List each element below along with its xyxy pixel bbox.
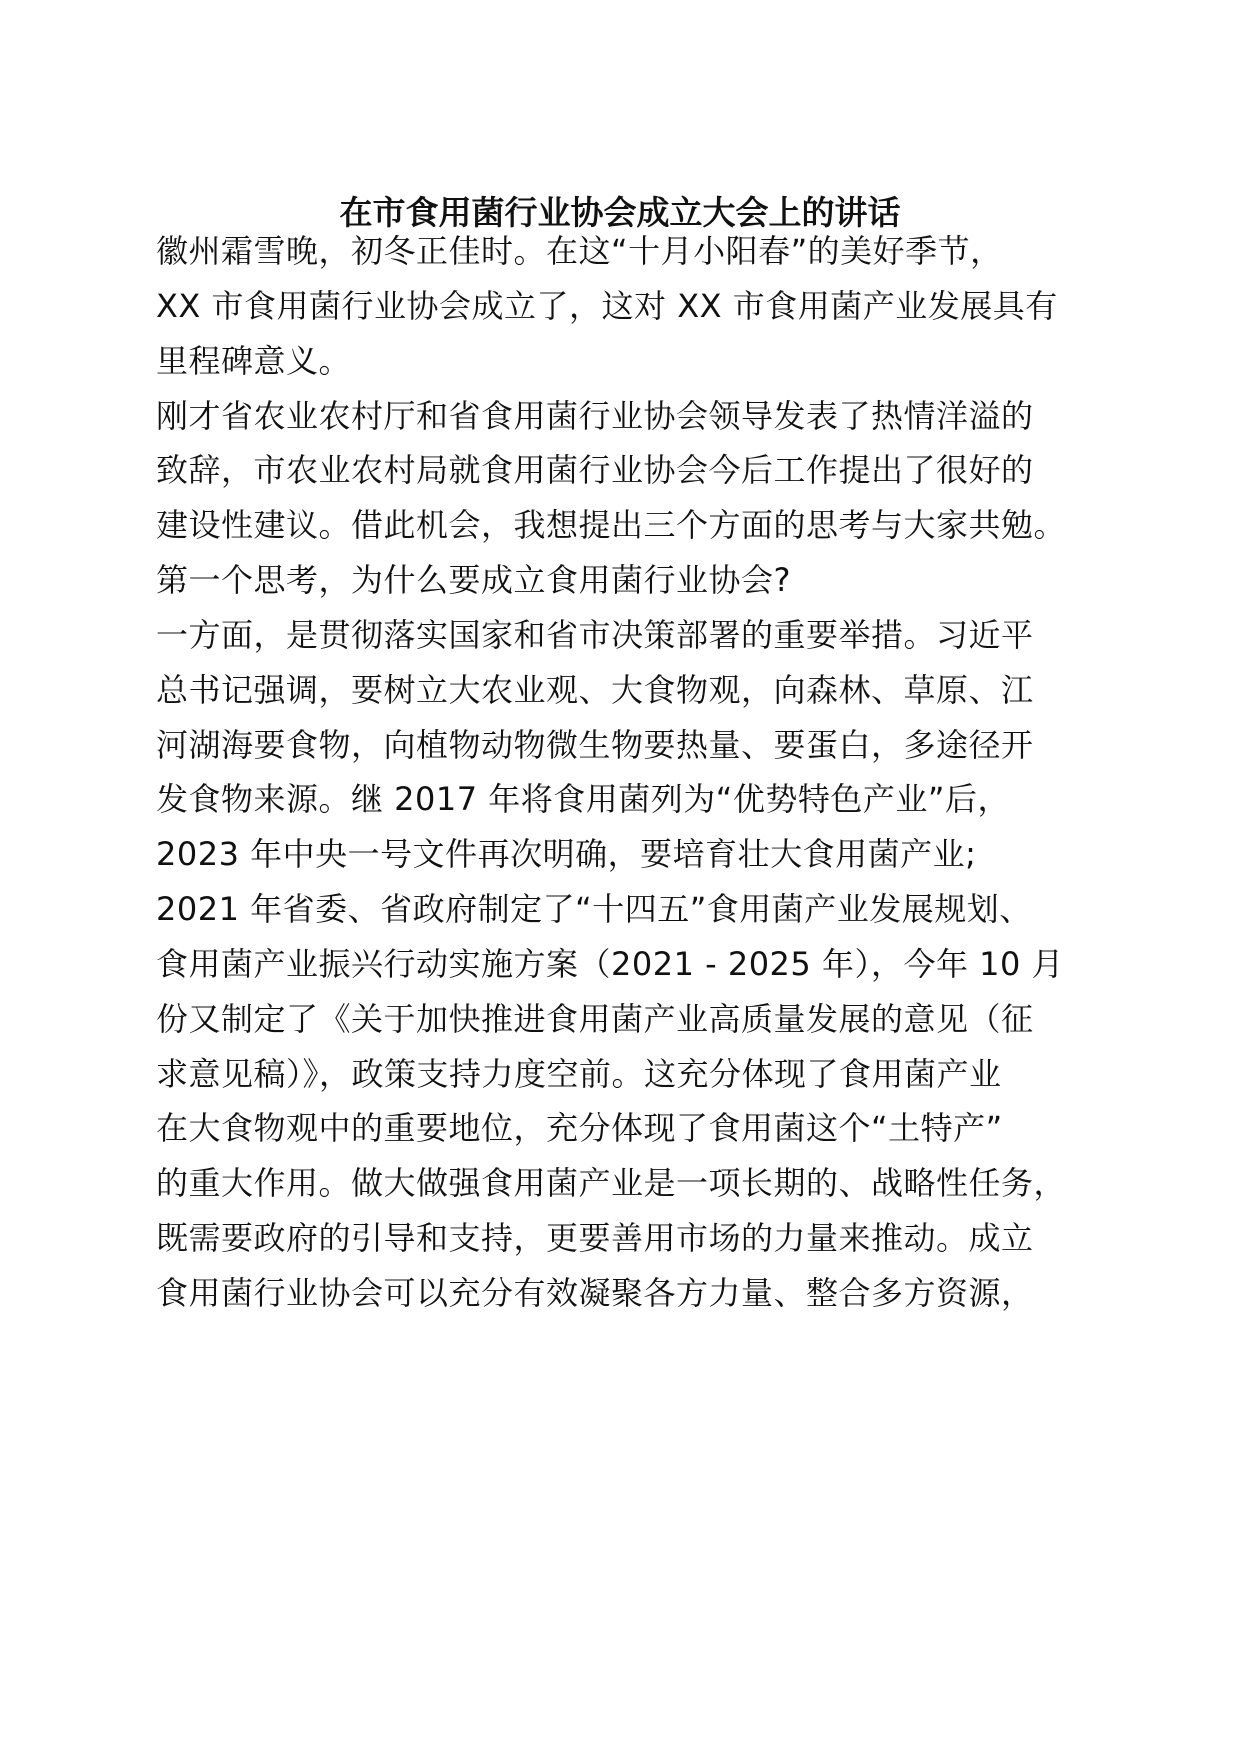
- body-line: 求意见稿）》，政策支持力度空前。这充分体现了食用菌产业: [156, 1055, 1002, 1093]
- body-line: 2023 年中央一号文件再次明确，要培育壮大食用菌产业;: [156, 835, 977, 873]
- body-line: 里程碑意义。: [156, 342, 352, 380]
- body-line: 建设性建议。借此机会，我想提出三个方面的思考与大家共勉。: [156, 506, 1067, 544]
- body-line: 致辞，市农业农村局就食用菌行业协会今后工作提出了很好的: [156, 451, 1034, 489]
- body-line: 河湖海要食物，向植物动物微生物要热量、要蛋白，多途径开: [156, 726, 1034, 764]
- body-line: 份又制定了《关于加快推进食用菌产业高质量发展的意见（征: [156, 1000, 1034, 1038]
- body-line: 在大食物观中的重要地位，充分体现了食用菌这个“土特产”: [156, 1109, 1003, 1147]
- body-line: 总书记强调，要树立大农业观、大食物观，向森林、草原、江: [156, 671, 1034, 709]
- body-line: 发食物来源。继 2017 年将食用菌列为“优势特色产业”后，: [156, 780, 1010, 818]
- body-line: XX 市食用菌行业协会成立了，这对 XX 市食用菌产业发展具有: [156, 287, 1058, 325]
- body-line: 食用菌产业振兴行动实施方案（2021 - 2025 年），今年 10 月: [156, 945, 1065, 983]
- body-line: 徽州霜雪晚，初冬正佳时。在这“十月小阳春”的美好季节，: [156, 232, 1003, 270]
- body-line: 既需要政府的引导和支持，更要善用市场的力量来推动。成立: [156, 1219, 1034, 1257]
- body-line: 2021 年省委、省政府制定了“十四五”食用菌产业发展规划、: [156, 890, 1032, 928]
- section-heading: 第一个思考，为什么要成立食用菌行业协会?: [156, 561, 791, 599]
- document-title: 在市食用菌行业协会成立大会上的讲话: [339, 193, 901, 232]
- body-line: 一方面，是贯彻落实国家和省市决策部署的重要举措。习近平: [156, 616, 1034, 654]
- body-line: 刚才省农业农村厅和省食用菌行业协会领导发表了热情洋溢的: [156, 397, 1034, 435]
- body-line: 的重大作用。做大做强食用菌产业是一项长期的、战略性任务，: [156, 1164, 1067, 1202]
- body-line: 食用菌行业协会可以充分有效凝聚各方力量、整合多方资源，: [156, 1274, 1034, 1312]
